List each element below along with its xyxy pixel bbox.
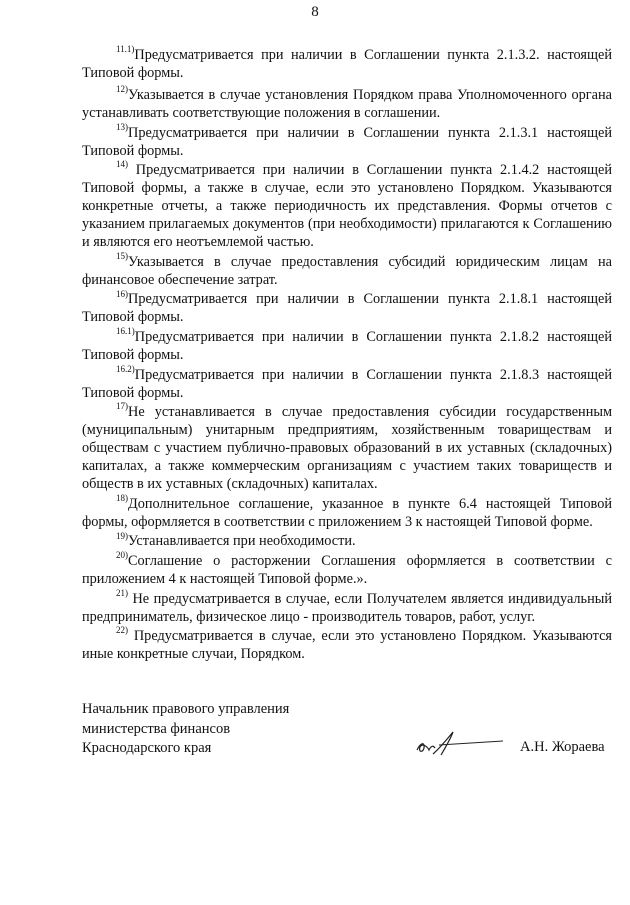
- signatory-title-line: Краснодарского края: [82, 740, 212, 756]
- footnote-text: Не предусматривается в случае, если Получателем является индивидуальный предприниматель, физическое лицо - производитель товаров, работ, услуг.: [82, 590, 612, 625]
- signatory-title-line: Начальник правового управления: [82, 701, 290, 717]
- footnote: [82, 492, 612, 531]
- footnote-mark: 13): [116, 121, 128, 132]
- footnote-mark: 19): [116, 530, 128, 541]
- footnote-mark: 16): [116, 288, 128, 299]
- footnote-text: Предусматривается при наличии в Соглашении пункта 2.1.4.2 настоящей Типовой формы, а также в случае, если это установлено Порядком. Указываются конкретные отчеты, а также периодичность их представления. Формы отчетов с указанием прилагаемых документов (при необходимости) прилагаются к Соглашению и являются его неотъемлемой частью.: [82, 162, 612, 251]
- footnote: [82, 532, 612, 550]
- footnote-text: Устанавливается при необходимости.: [128, 533, 356, 550]
- footnote-text: Дополнительное соглашение, указанное в пункте 6.4 настоящей Типовой формы, оформляется в соответствии с приложением 3 к настоящей Типовой форме.: [82, 495, 612, 530]
- footnote: [82, 161, 612, 251]
- footnote: [82, 290, 612, 326]
- page-number: 8: [311, 4, 319, 20]
- footnote: [82, 627, 612, 663]
- footnote-mark: 14): [116, 159, 128, 170]
- footnote-text: Предусматривается при наличии в Соглашении пункта 2.1.3.2. настоящей Типовой формы.: [82, 47, 612, 81]
- handwritten-signature: [415, 728, 505, 758]
- footnotes-list: [82, 46, 612, 665]
- footnote: [82, 403, 612, 493]
- footnote: [82, 253, 612, 289]
- footnote-text: Указывается в случае предоставления субсидий юридическим лицам на финансовое обеспечение затрат.: [82, 253, 612, 288]
- footnote-mark: 16.2): [116, 363, 135, 374]
- footnote: [82, 328, 612, 364]
- signatory-title-line: министерства финансов: [82, 720, 231, 737]
- footnote-mark: 20): [116, 550, 128, 561]
- footnote-text: Предусматривается в случае, если это установлено Порядком. Указываются иные конкретные случаи, Порядком.: [82, 628, 612, 663]
- footnote-mark: 15): [116, 251, 128, 262]
- footnote: [82, 587, 612, 626]
- footnote-text: Не устанавливается в случае предоставления субсидии государственным (муниципальным) унитарным предприятиям, хозяйственным товариществам и обществам с участием публично-правовых образований в их уставных (складочных) капиталах, а также коммерческим организациям с участием таких товариществ и обществ в их уставных (складочных) капиталах.: [82, 404, 612, 493]
- footnote-mark: 21): [116, 587, 128, 598]
- footnote-text: Предусматривается при наличии в Соглашении пункта 2.1.8.2 настоящей Типовой формы.: [82, 328, 612, 363]
- footnote: [82, 121, 612, 160]
- footnote-mark: 16.1): [116, 326, 135, 337]
- footnote-text: Соглашение о расторжении Соглашения оформляется в соответствии с приложением 4 к настоящей Типовой форме.».: [82, 552, 612, 587]
- signatory-name: А.Н. Жораева: [520, 739, 605, 755]
- footnote-mark: 12): [116, 84, 128, 95]
- footnote: [82, 86, 612, 122]
- footnote: [82, 46, 612, 82]
- footnote-text: Предусматривается при наличии в Соглашении пункта 2.1.8.3 настоящей Типовой формы.: [82, 366, 612, 401]
- footnote-text: Предусматривается при наличии в Соглашении пункта 2.1.8.1 настоящей Типовой формы.: [82, 291, 612, 326]
- footnote: [82, 363, 612, 402]
- footnote-mark: 11.1): [116, 44, 135, 55]
- signatory-title: [82, 700, 289, 759]
- footnote-mark: 22): [116, 625, 128, 636]
- footnote-mark: 17): [116, 401, 128, 412]
- footnote-mark: 18): [116, 492, 128, 503]
- footnote: [82, 552, 612, 588]
- footnote-text: Предусматривается при наличии в Соглашении пункта 2.1.3.1 настоящей Типовой формы.: [82, 124, 612, 159]
- footnote-text: Указывается в случае установления Порядком права Уполномоченного органа устанавливать соответствующие положения в соглашении.: [82, 87, 612, 121]
